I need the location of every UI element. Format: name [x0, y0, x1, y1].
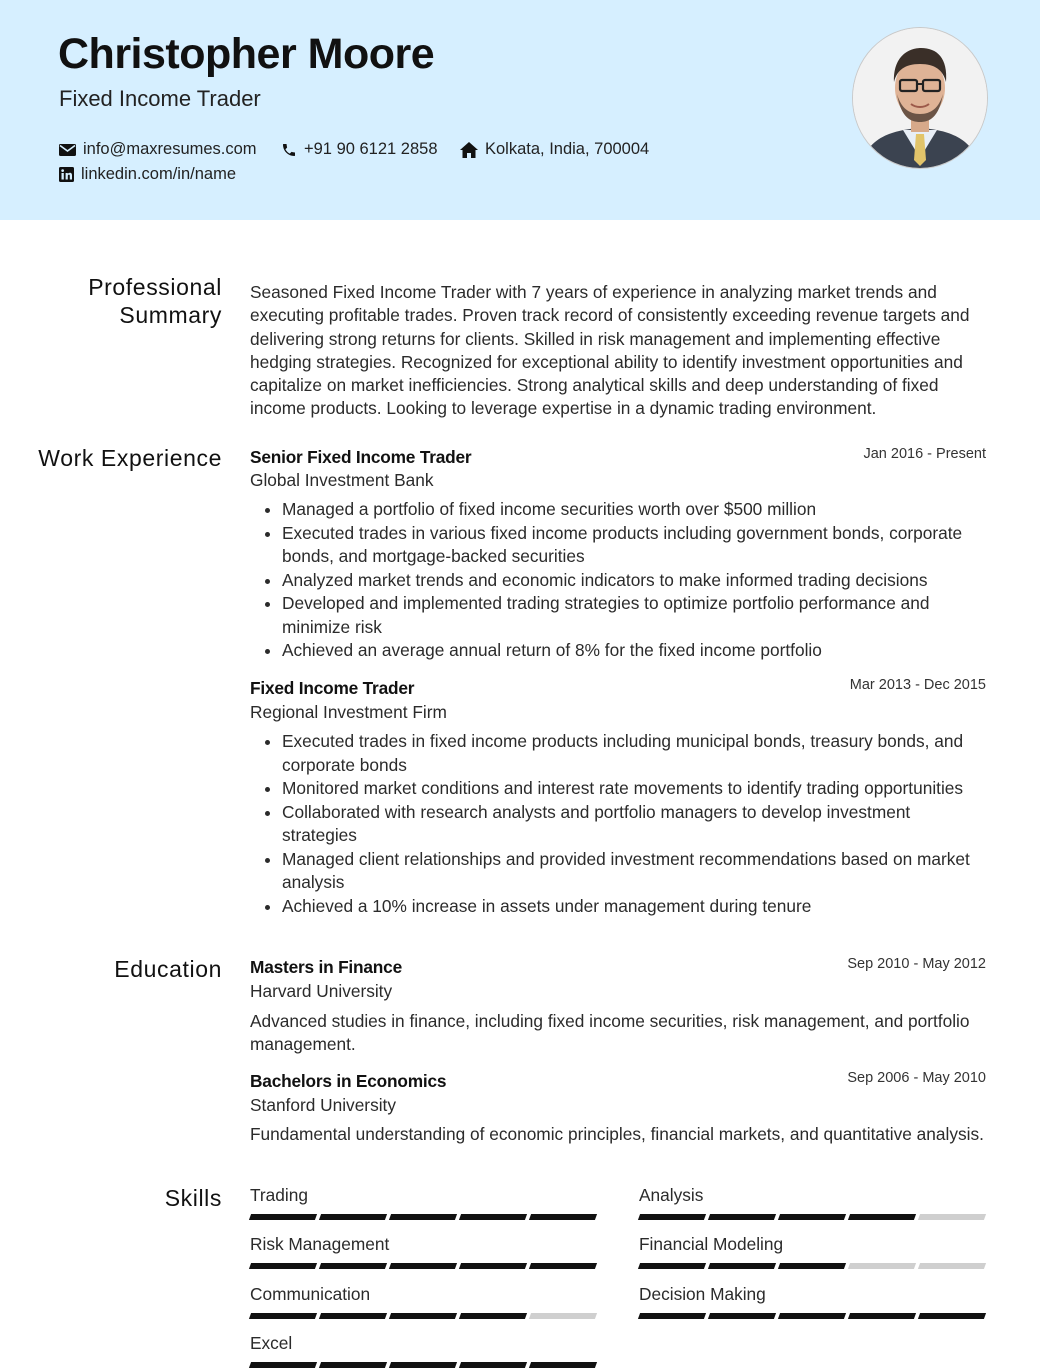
skill-name: Communication: [250, 1284, 371, 1304]
skill-level-segment: [529, 1263, 597, 1269]
candidate-title: Fixed Income Trader: [59, 86, 261, 111]
list-item: • Analyzed market trends and economic indicators to make informed trading decisions: [282, 569, 970, 593]
skill-level-segment: [459, 1214, 527, 1220]
school-name: Harvard University: [250, 981, 393, 1001]
skill-level-segment: [389, 1263, 457, 1269]
skill-name: Analysis: [639, 1185, 704, 1205]
skill-level-segment: [389, 1313, 457, 1319]
education-dates: Sep 2006 - May 2010: [847, 1070, 986, 1086]
skill-level-segment: [459, 1263, 527, 1269]
skill-level-segment: [638, 1263, 706, 1269]
phone-text: +91 90 6121 2858: [304, 140, 438, 158]
skill-level-segment: [529, 1313, 597, 1319]
skill-name: Financial Modeling: [639, 1234, 784, 1254]
skill-level-segment: [529, 1362, 597, 1368]
section-title-experience: Work Experience: [38, 445, 222, 471]
job-dates: Mar 2013 - Dec 2015: [849, 677, 986, 693]
skill-level-segment: [848, 1214, 916, 1220]
list-item: • Executed trades in various fixed income products including government bonds, corporate bonds, and mortgage-backed securities: [282, 522, 970, 569]
skill-item: [250, 1185, 598, 1220]
education-dates: Sep 2010 - May 2012: [847, 956, 986, 972]
job-title: Fixed Income Trader: [250, 678, 415, 698]
job-bullets: [250, 498, 970, 663]
skill-level-segment: [459, 1313, 527, 1319]
skill-level-segment: [389, 1214, 457, 1220]
list-item: • Managed client relationships and provided investment recommendations based on market analysis: [282, 848, 970, 895]
skill-level-segment: [529, 1214, 597, 1220]
skill-level-segment: [638, 1214, 706, 1220]
skill-level-segment: [249, 1263, 317, 1269]
skill-level-segment: [848, 1263, 916, 1269]
skill-level-bar: [639, 1263, 987, 1269]
skill-level-bar: [639, 1214, 987, 1220]
skill-level-segment: [918, 1263, 986, 1269]
skill-name: Excel: [250, 1333, 293, 1353]
company-name: Regional Investment Firm: [250, 702, 447, 722]
job-title: Senior Fixed Income Trader: [250, 447, 472, 467]
education-description: Advanced studies in finance, including fixed income securities, risk management, and portfolio management.: [250, 1011, 970, 1055]
skill-level-segment: [778, 1214, 846, 1220]
skill-level-bar: [250, 1263, 598, 1269]
contact-location: [460, 140, 649, 159]
skill-level-bar: [250, 1214, 598, 1220]
list-item: • Achieved an average annual return of 8% for the fixed income portfolio: [282, 639, 970, 663]
skill-level-segment: [918, 1313, 986, 1319]
candidate-name: Christopher Moore: [58, 30, 435, 78]
section-title-summary: Professional Summary: [88, 274, 222, 328]
skill-level-segment: [848, 1313, 916, 1319]
company-name: Global Investment Bank: [250, 470, 434, 490]
skill-name: Trading: [250, 1185, 308, 1205]
contact-linkedin[interactable]: [59, 165, 236, 184]
phone-icon: [281, 142, 297, 158]
profile-photo: [852, 27, 988, 169]
skill-level-segment: [249, 1313, 317, 1319]
skill-name: Decision Making: [639, 1284, 766, 1304]
skill-name: Risk Management: [250, 1234, 390, 1254]
email-text: info@maxresumes.com: [83, 140, 257, 158]
skill-item: [639, 1234, 987, 1269]
skill-item: [639, 1185, 987, 1220]
linkedin-text: linkedin.com/in/name: [81, 165, 236, 183]
skill-level-segment: [778, 1263, 846, 1269]
contact-phone[interactable]: [281, 140, 438, 159]
school-name: Stanford University: [250, 1095, 396, 1115]
skill-level-bar: [250, 1313, 598, 1319]
list-item: • Collaborated with research analysts and portfolio managers to develop investment strategies: [282, 801, 970, 848]
home-icon: [460, 142, 478, 158]
resume-header: [0, 0, 1040, 220]
list-item: • Managed a portfolio of fixed income securities worth over $500 million: [282, 498, 970, 522]
skill-level-segment: [708, 1313, 776, 1319]
envelope-icon: [59, 143, 76, 157]
skill-level-bar: [639, 1313, 987, 1319]
skill-item: [639, 1284, 987, 1319]
skill-level-segment: [708, 1263, 776, 1269]
education-description: Fundamental understanding of economic principles, financial markets, and quantitative analysis.: [250, 1124, 984, 1144]
skill-level-segment: [319, 1313, 387, 1319]
skill-level-segment: [459, 1362, 527, 1368]
section-title-education: Education: [114, 956, 222, 982]
skill-level-segment: [249, 1362, 317, 1368]
summary-text: Seasoned Fixed Income Trader with 7 years of experience in analyzing market trends and executing profitable trades. Proven track record of consistently exceeding revenue targets and delivering strong returns for clients. Skilled in risk management and implementing effective hedging strategies. Recognized for exceptional ability to identify investment opportunities and capitalize on market inefficiencies. Strong analytical skills and deep understanding of fixed income products. Looking to leverage expertise in a dynamic trading environment.: [250, 282, 970, 419]
skill-level-segment: [778, 1313, 846, 1319]
skill-item: [250, 1284, 598, 1319]
skill-level-bar: [250, 1362, 598, 1368]
linkedin-icon: [59, 167, 74, 182]
list-item: • Executed trades in fixed income products including municipal bonds, treasury bonds, and corporate bonds: [282, 730, 970, 777]
skill-item: [250, 1333, 598, 1368]
skill-level-segment: [638, 1313, 706, 1319]
skill-level-segment: [319, 1362, 387, 1368]
skill-level-segment: [319, 1263, 387, 1269]
section-title-skills: Skills: [164, 1185, 222, 1211]
skill-level-segment: [249, 1214, 317, 1220]
contact-email[interactable]: [59, 140, 257, 159]
list-item: • Achieved a 10% increase in assets under management during tenure: [282, 895, 970, 919]
location-text: Kolkata, India, 700004: [485, 140, 650, 158]
list-item: • Monitored market conditions and interest rate movements to identify trading opportunities: [282, 777, 970, 801]
skill-item: [250, 1234, 598, 1269]
list-item: • Developed and implemented trading strategies to optimize portfolio performance and minimize risk: [282, 592, 970, 639]
degree-title: Masters in Finance: [250, 957, 402, 977]
skill-level-segment: [708, 1214, 776, 1220]
skill-level-segment: [389, 1362, 457, 1368]
job-bullets: [250, 730, 970, 918]
skill-level-segment: [918, 1214, 986, 1220]
job-dates: Jan 2016 - Present: [863, 446, 986, 462]
skill-level-segment: [319, 1214, 387, 1220]
degree-title: Bachelors in Economics: [250, 1071, 447, 1091]
